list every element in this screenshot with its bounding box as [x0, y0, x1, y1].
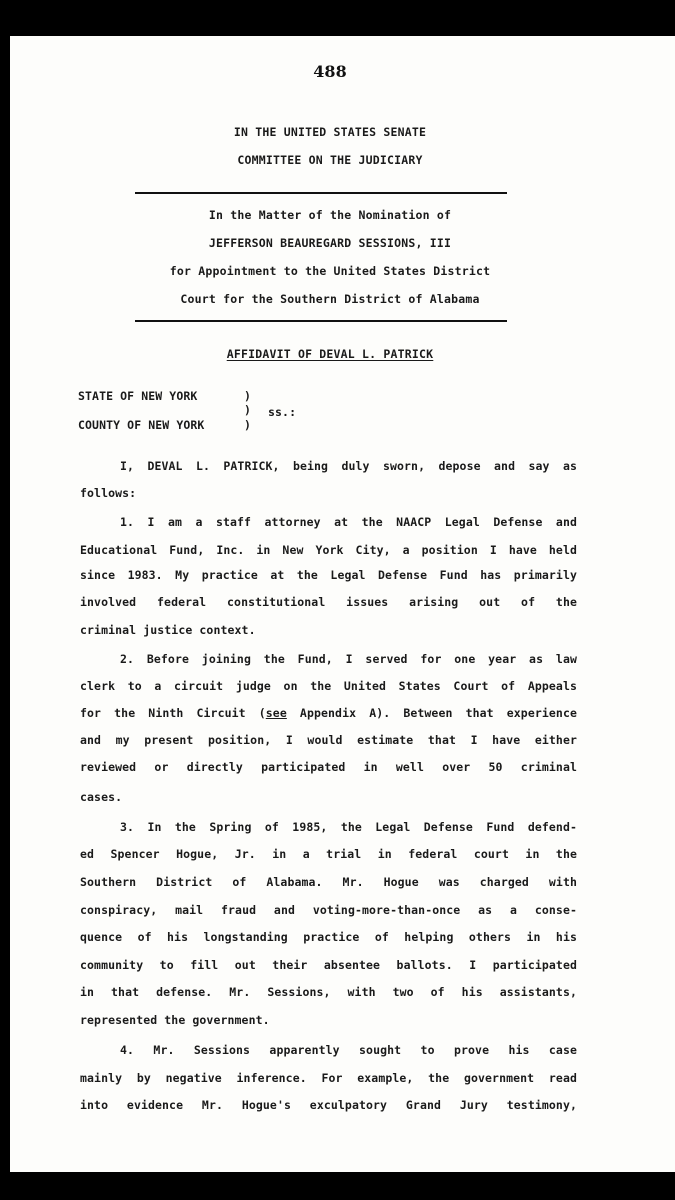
venue-state: STATE OF NEW YORK — [78, 389, 198, 403]
p3-line-3: Southern District of Alabama. Mr. Hogue was charged with — [80, 875, 577, 889]
bottom-black-bar — [0, 1172, 675, 1200]
p2-line-3-post: Appendix A). Between that experience — [286, 706, 577, 720]
venue-county: COUNTY OF NEW YORK — [78, 418, 205, 432]
matter-line-3: for Appointment to the United States District — [169, 264, 491, 278]
p3-line-4: conspiracy, mail fraud and voting-more-than-once as a conse- — [80, 903, 577, 917]
intro-line-1: I, DEVAL L. PATRICK, being duly sworn, depose and say as — [120, 459, 577, 473]
p3-line-6: community to fill out their absentee ballots. I participated — [80, 958, 577, 972]
document-page — [10, 36, 675, 1172]
p2-line-6: cases. — [80, 790, 123, 804]
p2-line-4: and my present position, I would estimate that I have either — [80, 733, 577, 747]
affidavit-title: AFFIDAVIT OF DEVAL L. PATRICK — [226, 347, 434, 361]
heading-line-1: IN THE UNITED STATES SENATE — [233, 125, 427, 139]
p4-line-1: 4. Mr. Sessions apparently sought to prove his case — [120, 1043, 577, 1057]
p2-line-1: 2. Before joining the Fund, I served for one year as law — [120, 652, 577, 666]
p3-line-7: in that defense. Mr. Sessions, with two of his assistants, — [80, 985, 577, 999]
venue-paren-3: ) — [244, 418, 252, 432]
p1-line-5: criminal justice context. — [80, 623, 256, 637]
p3-line-5: quence of his longstanding practice of helping others in his — [80, 930, 577, 944]
page-number: 488 — [313, 62, 347, 81]
matter-line-4: Court for the Southern District of Alabama — [180, 292, 480, 306]
bottom-rule — [135, 320, 507, 322]
p3-line-1: 3. In the Spring of 1985, the Legal Defense Fund defend- — [120, 820, 577, 834]
p4-line-3: into evidence Mr. Hogue's exculpatory Grand Jury testimony, — [80, 1098, 577, 1112]
see-emphasis: see — [265, 706, 287, 720]
p4-line-2: mainly by negative inference. For example, the government read — [80, 1071, 577, 1085]
heading-line-2: COMMITTEE ON THE JUDICIARY — [237, 153, 423, 167]
venue-paren-2: ) — [244, 403, 252, 417]
p3-line-8: represented the government. — [80, 1013, 270, 1027]
matter-line-2: JEFFERSON BEAUREGARD SESSIONS, III — [208, 236, 452, 250]
p2-line-2: clerk to a circuit judge on the United States Court of Appeals — [80, 679, 577, 693]
p3-line-2: ed Spencer Hogue, Jr. in a trial in federal court in the — [80, 847, 577, 861]
p1-line-1: 1. I am a staff attorney at the NAACP Legal Defense and — [120, 515, 577, 529]
p2-line-3-pre: for the Ninth Circuit ( — [80, 706, 266, 720]
p2-line-5: reviewed or directly participated in well over 50 criminal — [80, 760, 577, 774]
venue-ss: ss.: — [268, 405, 297, 419]
p2-line-3 — [80, 706, 577, 720]
matter-line-1: In the Matter of the Nomination of — [208, 208, 452, 222]
p1-line-4: involved federal constitutional issues arising out of the — [80, 595, 577, 609]
top-black-bar — [0, 0, 675, 36]
venue-paren-1: ) — [244, 389, 252, 403]
top-rule — [135, 192, 507, 194]
p1-line-2: Educational Fund, Inc. in New York City, a position I have held — [80, 543, 577, 557]
p1-line-3: since 1983. My practice at the Legal Defense Fund has primarily — [80, 568, 577, 582]
intro-line-2: follows: — [80, 486, 137, 500]
